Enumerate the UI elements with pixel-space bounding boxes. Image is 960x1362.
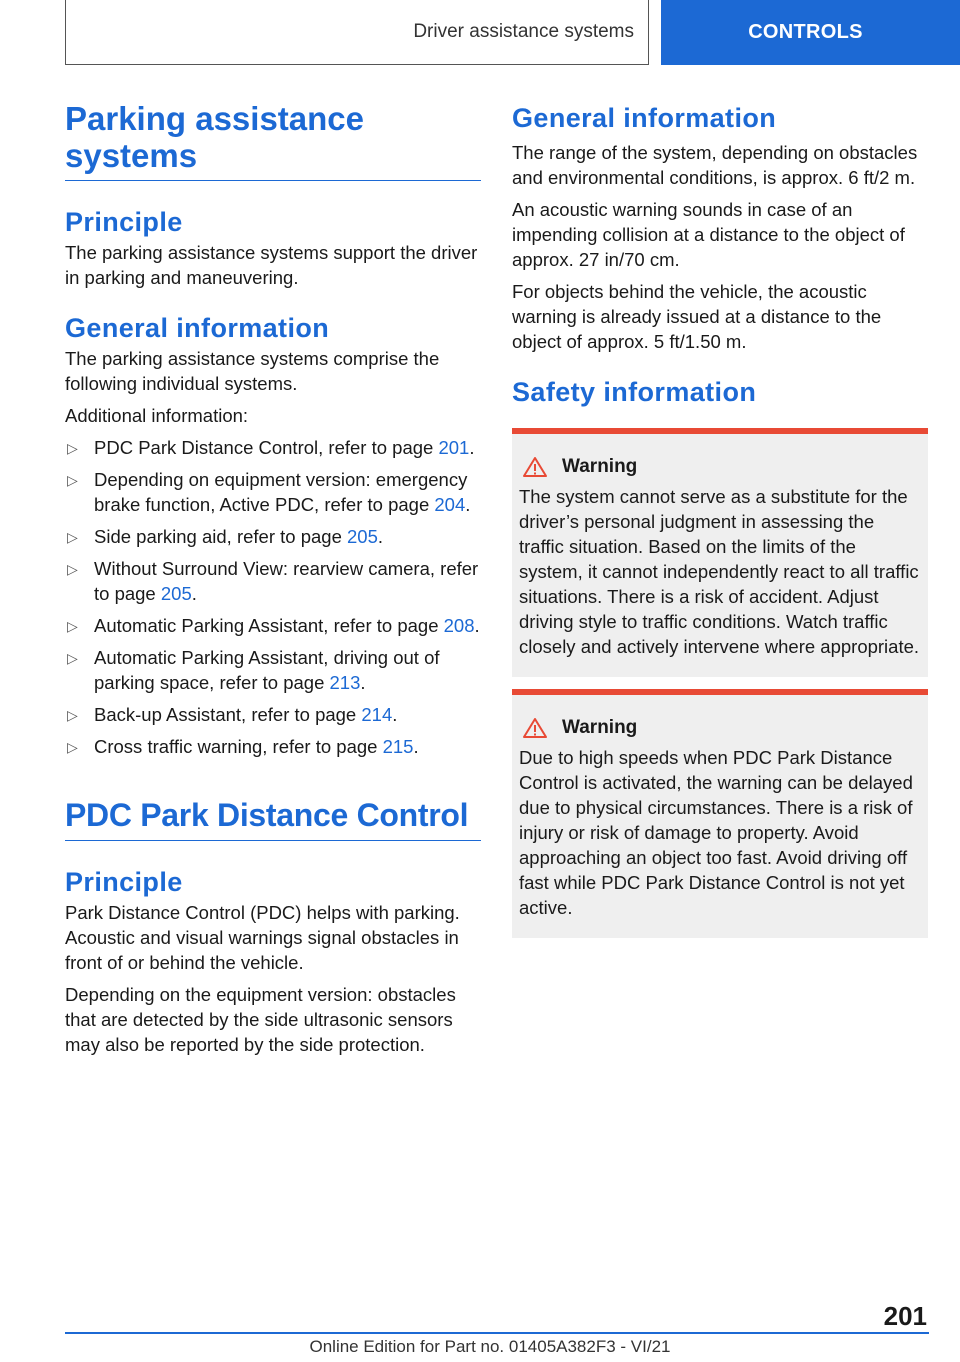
pdc-equipment-text: Depending on the equipment version: obstacles that are detected by the side ultrasonic sensors may also be reported by the side protection. [65,984,456,1055]
header-section-tab [65,0,649,65]
triangle-bullet-icon: ▷ [67,472,78,488]
warning-text: The system cannot serve as a substitute for the driver’s personal judgment in assessing the traffic situation. Based on the limits of the system, it cannot independently react to all traffic situations. There is a risk of accident. Adjust driving style to traffic conditions. Watch traffic closely and actively intervene where appropriate. [519,486,920,657]
warning-triangle-icon [522,456,548,478]
page-link[interactable]: 204 [434,494,466,515]
page-link[interactable]: 208 [443,615,475,636]
warning-label: Warning [562,456,638,477]
page-link[interactable]: 205 [160,583,192,604]
triangle-bullet-icon: ▷ [67,529,78,545]
triangle-bullet-icon: ▷ [67,739,78,755]
page-link[interactable]: 201 [438,437,470,458]
parking-assistance-title: Parking assistance systems [65,100,481,181]
warning-header [519,717,922,739]
acoustic-warning-text: An acoustic warning sounds in case of an impending collision at a distance to the object of approx. 27 in/70 cm. [512,199,905,270]
left-column [65,100,481,1057]
header-section-title: Driver assistance systems [413,21,634,42]
list-item: ▷ Back-up Assistant, refer to page 214. [65,702,481,727]
principle-text: The parking assistance systems support the driver in parking and maneuvering. [65,242,478,288]
warning-text: Due to high speeds when PDC Park Distance Control is activated, the warning can be delayed due to physical circumstances. There is a risk of injury or risk of damage to property. Avoid approaching an object too fast. Avoid driving off fast while PDC Park Distance Control is not yet active. [519,747,913,918]
warning-box [512,428,928,677]
triangle-bullet-icon: ▷ [67,440,78,456]
range-general-information-heading: General information [512,103,777,133]
list-item: ▷ Cross traffic warning, refer to page 215. [65,734,481,759]
list-item: ▷ Side parking aid, refer to page 205. [65,524,481,549]
safety-information-heading: Safety information [512,377,757,407]
header-chapter-tab[interactable] [661,0,960,65]
pdc-title: PDC Park Distance Control [65,797,481,841]
warning-box [512,689,928,938]
list-item: ▷ PDC Park Distance Control, refer to page 201. [65,435,481,460]
rear-objects-text: For objects behind the vehicle, the acoustic warning is already issued at a distance to the object of approx. 5 ft/1.50 m. [512,281,882,352]
warning-triangle-icon [522,717,548,739]
list-item: ▷ Automatic Parking Assistant, refer to page 208. [65,613,481,638]
list-item: ▷ Depending on equipment version: emergency brake function, Active PDC, refer to page 204. [67,469,471,515]
triangle-bullet-icon: ▷ [67,618,78,634]
pdc-principle-heading: Principle [65,867,183,897]
list-item: ▷ Automatic Parking Assistant, driving out of parking space, refer to page 213. [67,647,440,693]
pdc-principle-text: Park Distance Control (PDC) helps with parking. Acoustic and visual warnings signal obstacles in front of or behind the vehicle. [65,902,460,973]
page-link[interactable]: 214 [361,704,393,725]
range-text: The range of the system, depending on obstacles and environmental conditions, is approx. 6 ft/2 m. [512,142,918,188]
systems-list [65,435,481,759]
right-column [512,102,928,938]
page-link[interactable]: 215 [382,736,414,757]
general-information-heading: General information [65,313,330,343]
page-link[interactable]: 205 [347,526,378,547]
triangle-bullet-icon: ▷ [67,650,78,666]
footer-divider [65,1332,929,1334]
principle-heading: Principle [65,207,183,237]
general-information-text: The parking assistance systems comprise the following individual systems. [65,348,440,394]
warning-header [519,456,922,478]
warning-label: Warning [562,717,638,738]
page-number: 201 [883,1301,927,1331]
header-chapter-title: CONTROLS [748,21,863,43]
footer-edition: Online Edition for Part no. 01405A382F3 - VI/21 [309,1337,671,1356]
triangle-bullet-icon: ▷ [67,707,78,723]
list-item: ▷ Without Surround View: rearview camera, refer to page 205. [67,558,479,604]
additional-information-label: Additional information: [65,405,249,426]
triangle-bullet-icon: ▷ [67,561,78,577]
page-link[interactable]: 213 [329,672,361,693]
